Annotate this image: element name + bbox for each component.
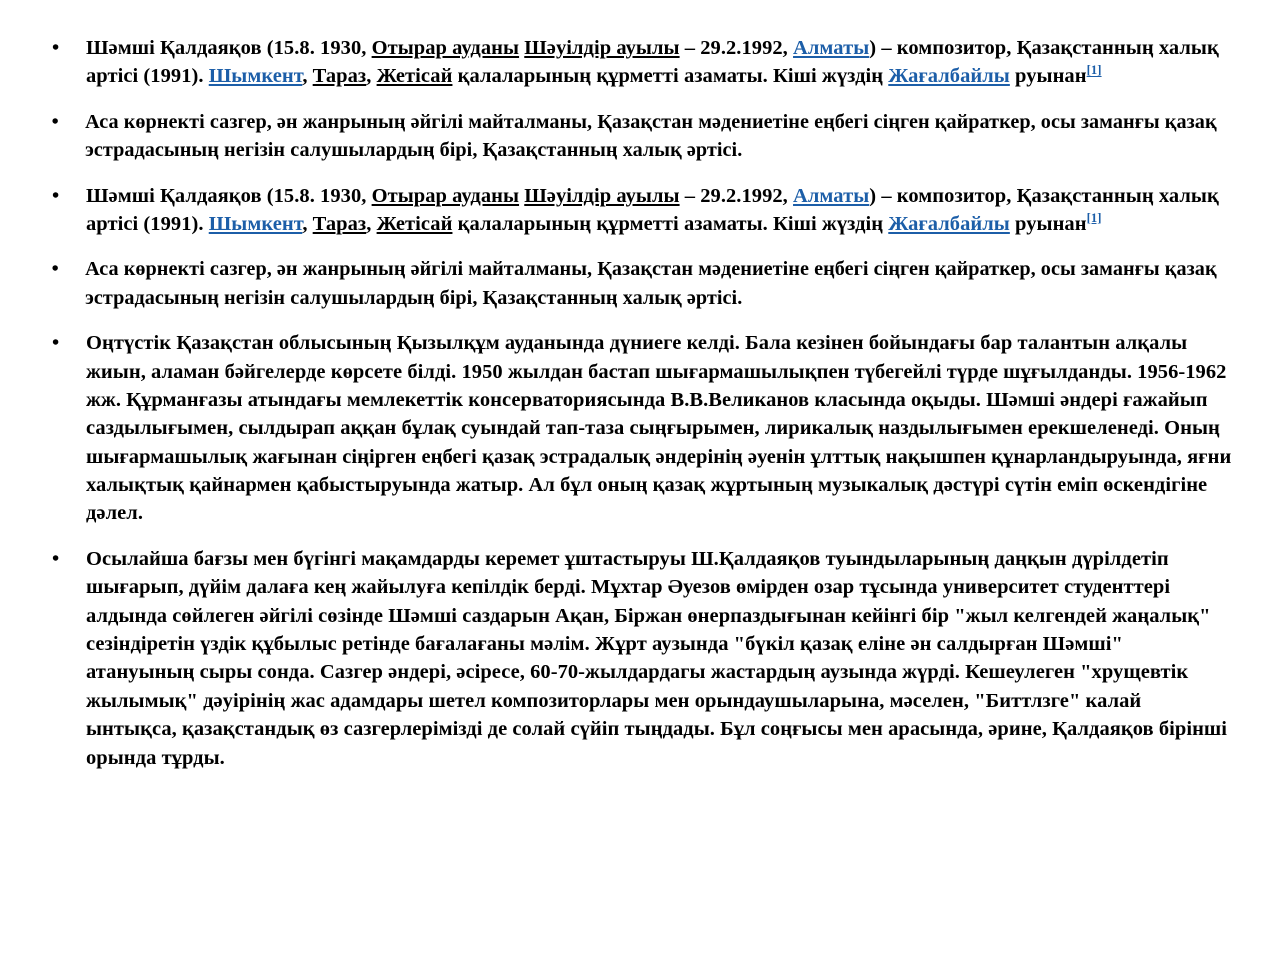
plain-link[interactable]: Отырар ауданы xyxy=(371,37,520,59)
text-run: Осылайша бағзы мен бүгінгі мақамдарды керемет ұштастыруы Ш.Қалдаяқов туындыларының даңқын дүрілдетіп шығарып, дүйім далаға кең жайылуға кепілдік берді. Мұхтар Әуезов өмірден озар тұсында университет студенттері алдында сөйлеген әйгілі сөзінде Шәмші саздарын Ақан, Біржан өнерпаздығынан кейінгі бір "жыл келгендей жаңалық" сезіндіретін үздік құбылыс ретінде бағалағаны мәлім. Жұрт аузында "бүкіл қазақ еліне ән салдырған Шәмші" атануының сыры сонда. Сазгер әндері, әсіресе, 60-70-жылдардагы жастардың аузында жүрді. Кешеулеген "хрущевтік жылымық" дәуірінің жас адамдары шетел композиторлары мен орындаушыларына, мәселен, "Биттлзге" калай ынтықса, қазақстандық өз сазгерлерімізді де солай сүйіп тыңдады. Бұл соңғысы мен арасында, әрине, Қалдаяқов бірінші орында тұрды. xyxy=(86,547,1228,769)
wiki-link[interactable]: Жағалбайлы xyxy=(888,212,1010,235)
paragraph-text xyxy=(85,111,1217,161)
list-item xyxy=(24,182,1236,239)
reference-link[interactable]: [1] xyxy=(1086,63,1102,78)
text-run: руынан xyxy=(1009,212,1087,235)
paragraph-text xyxy=(85,258,1217,308)
bullet-marker-icon: • xyxy=(52,547,60,570)
plain-link[interactable]: Тараз xyxy=(312,212,367,235)
plain-link[interactable]: Жетісай xyxy=(376,212,453,235)
wiki-link[interactable]: Алматы xyxy=(793,37,870,59)
text-run: , xyxy=(366,65,377,88)
text-run: ) – композитор, Қазақстанның халық артісі (1991). xyxy=(86,184,1219,235)
paragraph-text xyxy=(86,332,1231,524)
text-run: ) – композитор, Қазақстанның халық артісі (1991). xyxy=(86,37,1219,88)
paragraph-text xyxy=(86,185,1219,235)
bullet-list xyxy=(24,34,1236,772)
text-run: – 29.2.1992, xyxy=(679,184,794,207)
list-item xyxy=(24,545,1236,772)
paragraph-text xyxy=(86,548,1227,769)
text-run: Аса көрнекті сазгер, ән жанрының әйгілі майталманы, Қазақстан мәдениетіне еңбегі сіңген қайраткер, осы заманғы қазақ эстрадасының негізін салушылардың бірі, Қазақстанның халық әртісі. xyxy=(85,258,1217,309)
plain-link[interactable]: Отырар ауданы xyxy=(371,184,520,207)
plain-link[interactable]: Жетісай xyxy=(376,65,453,88)
bullet-marker-icon: • xyxy=(52,184,60,207)
wiki-link[interactable]: Шымкент xyxy=(208,65,303,88)
list-item xyxy=(24,34,1236,91)
text-run: – 29.2.1992, xyxy=(679,37,794,59)
bullet-marker-icon: • xyxy=(52,37,60,59)
text-run: , xyxy=(302,212,313,235)
text-run: руынан xyxy=(1009,65,1087,88)
list-item xyxy=(24,255,1218,312)
wiki-link[interactable]: Алматы xyxy=(793,184,870,207)
text-run: Шәмші Қалдаяқов (15.8. 1930, xyxy=(86,184,372,207)
bullet-marker-icon: • xyxy=(51,258,59,281)
bullet-marker-icon: • xyxy=(51,110,59,133)
text-run: Шәмші Қалдаяқов (15.8. 1930, xyxy=(86,37,372,59)
text-run: Аса көрнекті сазгер, ән жанрының әйгілі майталманы, Қазақстан мәдениетіне еңбегі сіңген қайраткер, осы заманғы қазақ эстрадасының негізін салушылардың бірі, Қазақстанның халық әртісі. xyxy=(85,110,1217,162)
reference-link[interactable]: [1] xyxy=(1086,211,1102,226)
plain-link[interactable]: Шәуілдір ауылы xyxy=(524,184,680,207)
bullet-marker-icon: • xyxy=(52,332,60,355)
paragraph-text xyxy=(86,37,1219,87)
list-item xyxy=(24,329,1236,528)
plain-link[interactable]: Тараз xyxy=(312,65,367,88)
text-run: , xyxy=(366,212,377,235)
text-run: , xyxy=(302,65,313,88)
wiki-link[interactable]: Шымкент xyxy=(208,212,303,235)
text-run: қалаларының құрметті азаматы. Кіші жүздің xyxy=(452,212,889,235)
wiki-link[interactable]: Жағалбайлы xyxy=(888,65,1010,88)
plain-link[interactable]: Шәуілдір ауылы xyxy=(524,37,680,59)
text-run: Оңтүстік Қазақстан облысының Қызылқұм ауданында дүниеге келді. Бала кезінен бойындағы бар талантын алқалы жиын, аламан бәйгелерде көрсете білді. 1950 жылдан бастап шығармашылықпен түбегейлі түрде шұғылданды. 1956-1962 жж. Құрманғазы атындағы мемлекеттік консерваториясында В.В.Великанов класында оқыды. Шәмші әндері ғажайып саздылығымен, сылдырап аққан бұлақ суындай тап-таза сыңғырымен, лирикалық наздылығымен ерекшеленеді. Оның шығармашылық жағынан сіңірген еңбегі қазақ эстрадалық әндерінің әуенін ұлттық нақышпен құнарландыруында, яғни халықтық қайнармен қабыстыруында жатыр. Ал бұл оның қазақ жұртының музыкалық дәстүрі сүтін еміп өскендігіне дәлел. xyxy=(86,332,1232,525)
list-item xyxy=(24,108,1218,165)
text-run: қалаларының құрметті азаматы. Кіші жүздің xyxy=(452,65,889,88)
